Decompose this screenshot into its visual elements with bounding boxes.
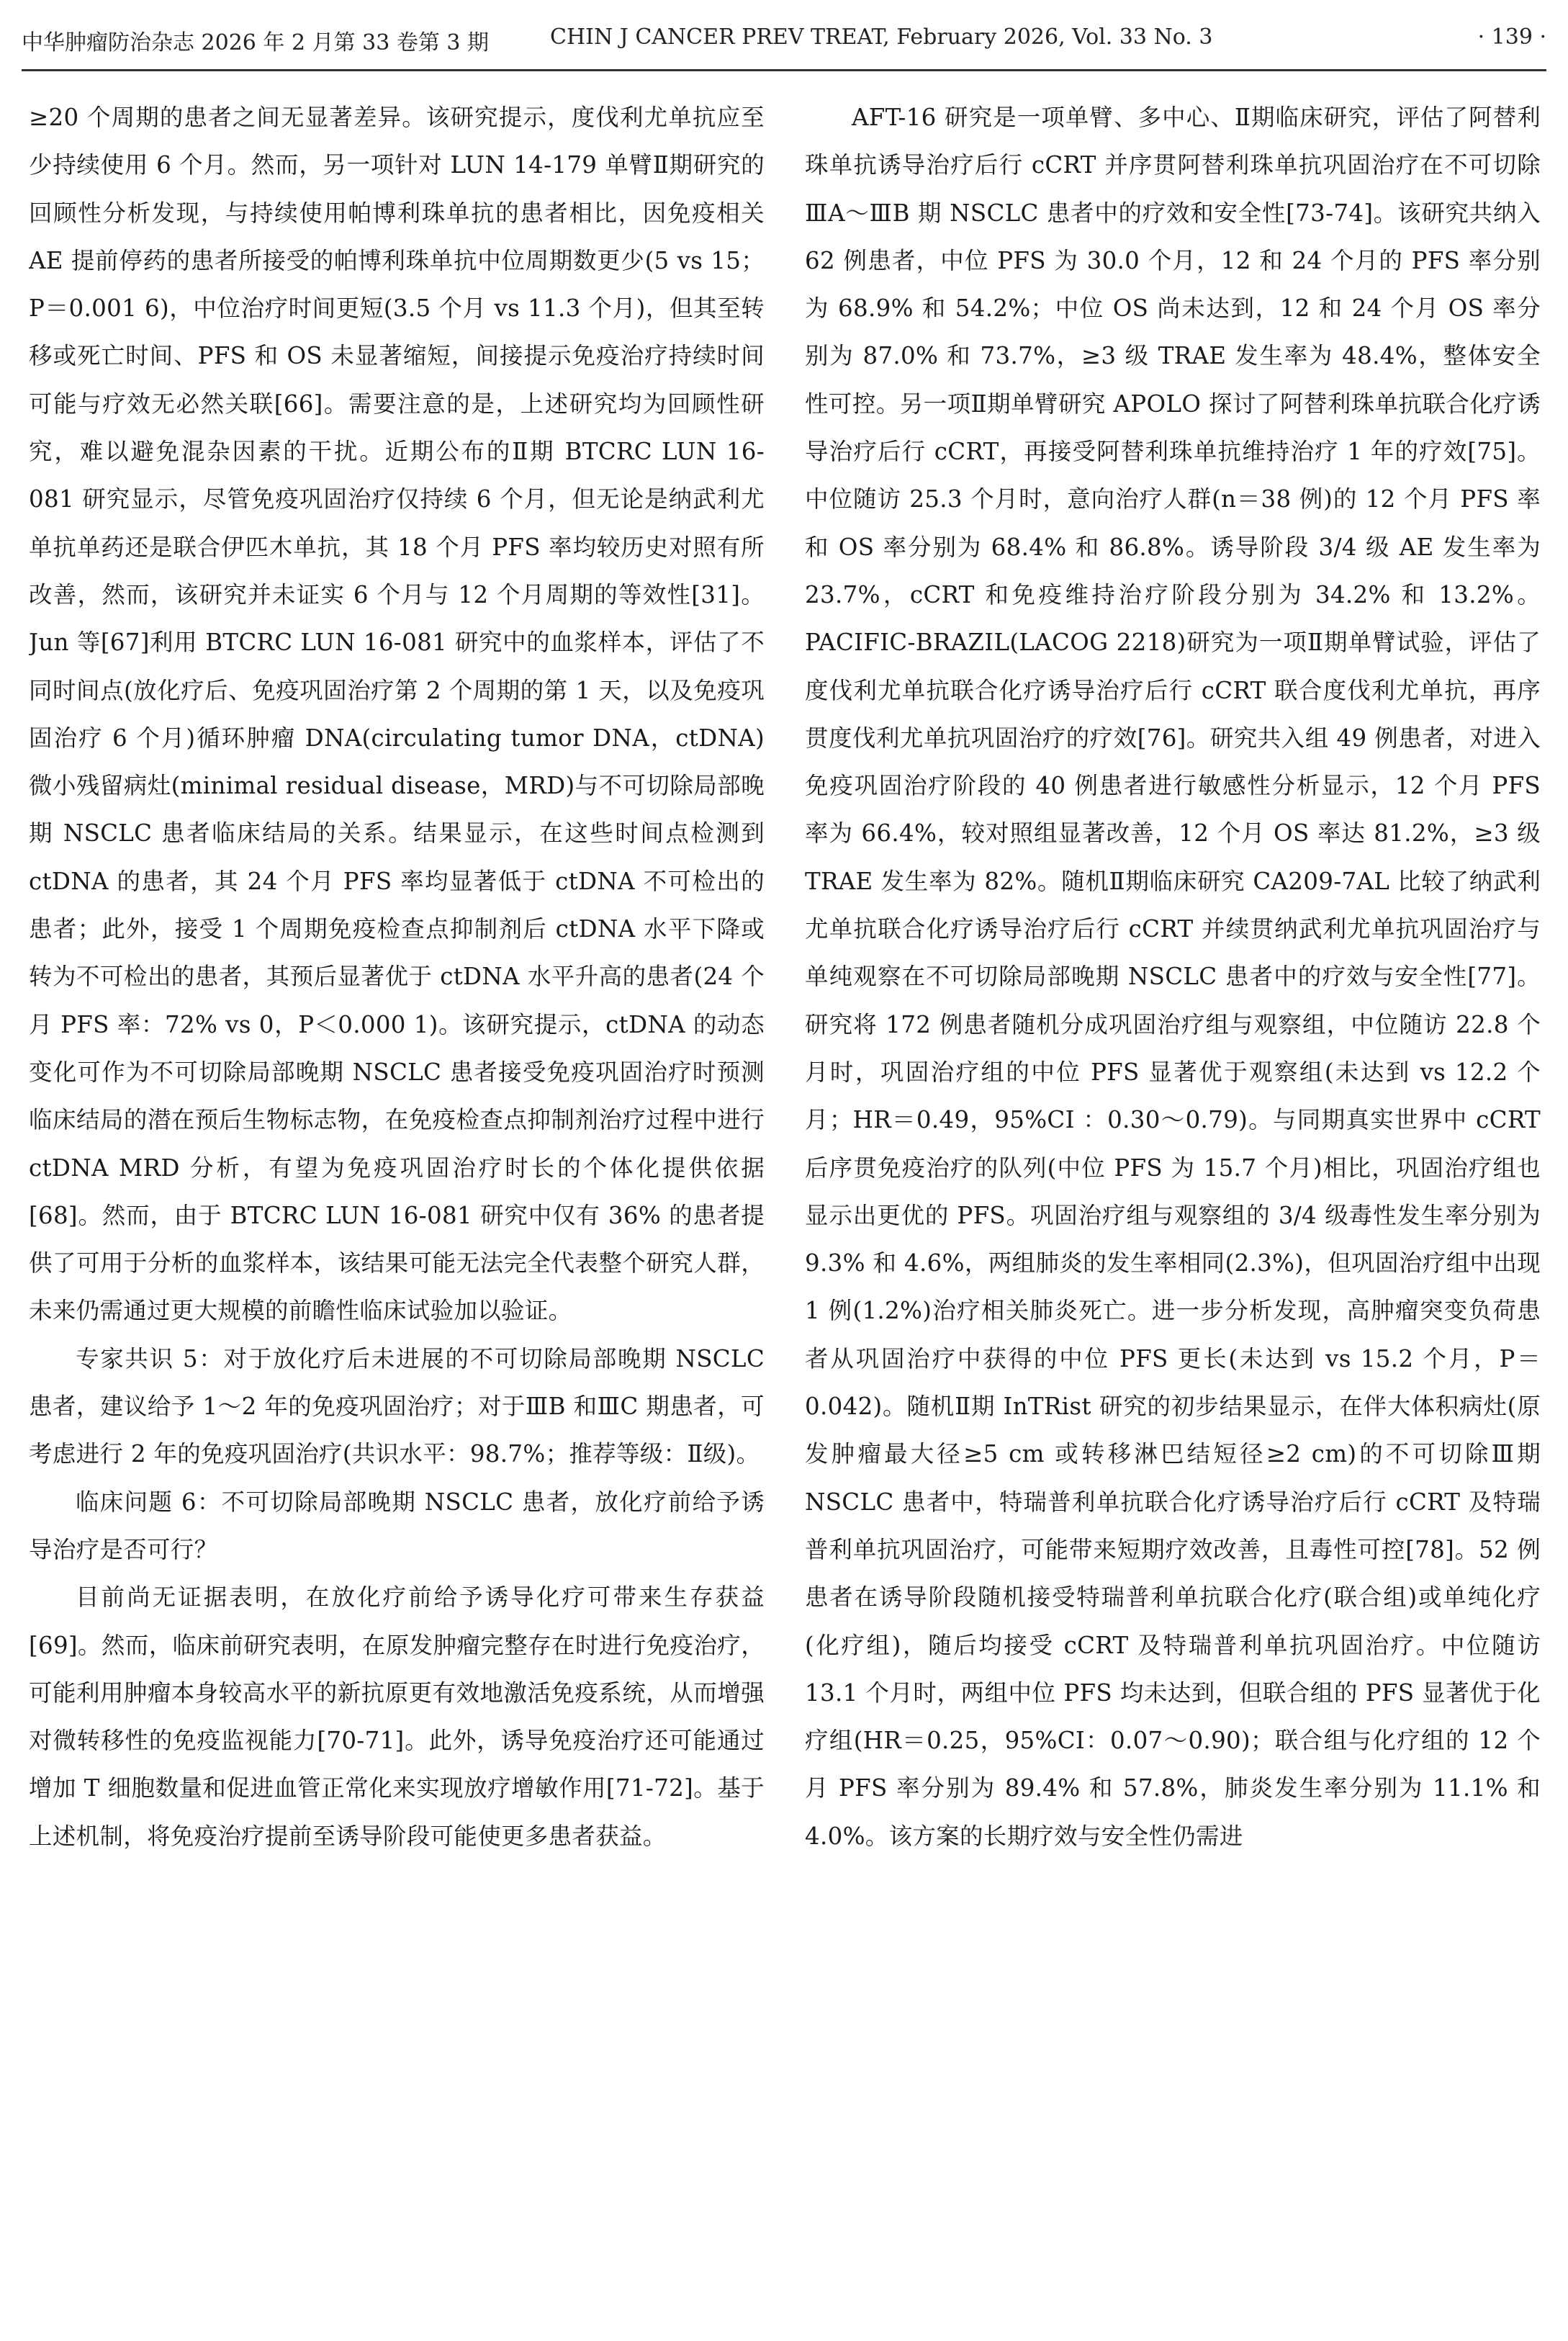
- paragraph: AFT-16 研究是一项单臂、多中心、Ⅱ期临床研究，评估了阿替利珠单抗诱导治疗后行 cCRT 并序贯阿替利珠单抗巩固治疗在不可切除ⅢA～ⅢB 期 NSCLC 患者中的疗效和安全性[73-74]。该研究共纳入 62 例患者，中位 PFS 为 30.0 个月，12 和 24 个月的 PFS 率分别为 68.9% 和 54.2%；中位 OS 尚未达到，12 和 24 个月 OS 率分别为 87.0% 和 73.7%，≥3 级 TRAE 发生率为 48.4%，整体安全性可控。另一项Ⅱ期单臂研究 APOLO 探讨了阿替利珠单抗联合化疗诱导治疗后行 cCRT，再接受阿替利珠单抗维持治疗 1 年的疗效[75]。中位随访 25.3 个月时，意向治疗人群(n＝38 例)的 12 个月 PFS 率和 OS 率分别为 68.4% 和 86.8%。诱导阶段 3/4 级 AE 发生率为 23.7%，cCRT 和免疫维持治疗阶段分别为 34.2% 和 13.2%。PACIFIC-BRAZIL(LACOG 2218)研究为一项Ⅱ期单臂试验，评估了度伐利尤单抗联合化疗诱导治疗后行 cCRT 联合度伐利尤单抗，再序贯度伐利尤单抗巩固治疗的疗效[76]。研究共入组 49 例患者，对进入免疫巩固治疗阶段的 40 例患者进行敏感性分析显示，12 个月 PFS 率为 66.4%，较对照组显著改善，12 个月 OS 率达 81.2%，≥3 级 TRAE 发生率为 82%。随机Ⅱ期临床研究 CA209-7AL 比较了纳武利尤单抗联合化疗诱导治疗后行 cCRT 并续贯纳武利尤单抗巩固治疗与单纯观察在不可切除局部晚期 NSCLC 患者中的疗效与安全性[77]。研究将 172 例患者随机分成巩固治疗组与观察组，中位随访 22.8 个月时，巩固治疗组的中位 PFS 显著优于观察组(未达到 vs 12.2 个月；HR＝0.49，95%CI ：0.30～0.79)。与同期真实世界中 cCRT 后序贯免疫治疗的队列(中位 PFS 为 15.7 个月)相比，巩固治疗组也显示出更优的 PFS。巩固治疗组与观察组的 3/4 级毒性发生率分别为 9.3% 和 4.6%，两组肺炎的发生率相同(2.3%)，但巩固治疗组中出现 1 例(1.2%)治疗相关肺炎死亡。进一步分析发现，高肿瘤突变负荷患者从巩固治疗中获得的中位 PFS 更长(未达到 vs 15.2 个月，P＝0.042)。随机Ⅱ期 InTRist 研究的初步结果显示，在伴大体积病灶(原发肿瘤最大径≥5 cm 或转移淋巴结短径≥2 cm)的不可切除Ⅲ期 NSCLC 患者中，特瑞普利单抗联合化疗诱导治疗后行 cCRT 及特瑞普利单抗巩固治疗，可能带来短期疗效改善，且毒性可控[78]。52 例患者在诱导阶段随机接受特瑞普利单抗联合化疗(联合组)或单纯化疗(化疗组)，随后均接受 cCRT 及特瑞普利单抗巩固治疗。中位随访 13.1 个月时，两组中位 PFS 均未达到，但联合组的 PFS 显著优于化疗组(HR＝0.25，95%CI：0.07～0.90)；联合组与化疗组的 12 个月 PFS 率分别为 89.4% 和 57.8%，肺炎发生率分别为 11.1% 和 4.0%。该方案的长期疗效与安全性仍需进: [805, 104, 1541, 1850]
- journal-title-en: CHIN J CANCER PREV TREAT, February 2026, Vol. 33 No. 3: [550, 24, 1213, 50]
- clinical-question-6: 临床问题 6：不可切除局部晚期 NSCLC 患者，放化疗前给予诱导治疗是否可行？: [29, 1488, 765, 1563]
- running-header: [22, 24, 1546, 62]
- right-column: [805, 94, 1541, 2326]
- paragraph: 目前尚无证据表明，在放化疗前给予诱导化疗可带来生存获益[69]。然而，临床前研究表明，在原发肿瘤完整存在时进行免疫治疗，可能利用肿瘤本身较高水平的新抗原更有效地激活免疫系统，从而增强对微转移性的免疫监视能力[70-71]。此外，诱导免疫治疗还可能通过增加 T 细胞数量和促进血管正常化来实现放疗增敏作用[71-72]。基于上述机制，将免疫治疗提前至诱导阶段可能使更多患者获益。: [29, 1583, 765, 1850]
- expert-consensus-5: 专家共识 5：对于放化疗后未进展的不可切除局部晚期 NSCLC 患者，建议给予 1～2 年的免疫巩固治疗；对于ⅢB 和ⅢC 期患者，可考虑进行 2 年的免疫巩固治疗(共识水平：98.7%；推荐等级：Ⅱ级)。: [29, 1344, 765, 1468]
- left-column: [29, 94, 765, 2326]
- paragraph: ≥20 个周期的患者之间无显著差异。该研究提示，度伐利尤单抗应至少持续使用 6 个月。然而，另一项针对 LUN 14-179 单臂Ⅱ期研究的回顾性分析发现，与持续使用帕博利珠单抗的患者相比，因免疫相关 AE 提前停药的患者所接受的帕博利珠单抗中位周期数更少(5 vs 15；P＝0.001 6)，中位治疗时间更短(3.5 个月 vs 11.3 个月)，但其至转移或死亡时间、PFS 和 OS 未显著缩短，间接提示免疫治疗持续时间可能与疗效无必然关联[66]。需要注意的是，上述研究均为回顾性研究，难以避免混杂因素的干扰。近期公布的Ⅱ期 BTCRC LUN 16-081 研究显示，尽管免疫巩固治疗仅持续 6 个月，但无论是纳武利尤单抗单药还是联合伊匹木单抗，其 18 个月 PFS 率均较历史对照有所改善，然而，该研究并未证实 6 个月与 12 个月周期的等效性[31]。Jun 等[67]利用 BTCRC LUN 16-081 研究中的血浆样本，评估了不同时间点(放化疗后、免疫巩固治疗第 2 个周期的第 1 天，以及免疫巩固治疗 6 个月)循环肿瘤 DNA(circulating tumor DNA，ctDNA)微小残留病灶(minimal residual disease，MRD)与不可切除局部晚期 NSCLC 患者临床结局的关系。结果显示，在这些时间点检测到 ctDNA 的患者，其 24 个月 PFS 率均显著低于 ctDNA 不可检出的患者；此外，接受 1 个周期免疫检查点抑制剂后 ctDNA 水平下降或转为不可检出的患者，其预后显著优于 ctDNA 水平升高的患者(24 个月 PFS 率：72% vs 0，P＜0.000 1)。该研究提示，ctDNA 的动态变化可作为不可切除局部晚期 NSCLC 患者接受免疫巩固治疗时预测临床结局的潜在预后生物标志物，在免疫检查点抑制剂治疗过程中进行 ctDNA MRD 分析，有望为免疫巩固治疗时长的个体化提供依据[68]。然而，由于 BTCRC LUN 16-081 研究中仅有 36% 的患者提供了可用于分析的血浆样本，该结果可能无法完全代表整个研究人群，未来仍需通过更大规模的前瞻性临床试验加以验证。: [29, 104, 765, 1325]
- page-number: · 139 ·: [1477, 24, 1546, 50]
- header-rule: [22, 69, 1546, 71]
- journal-title-cn: 中华肿瘤防治杂志 2026 年 2 月第 33 卷第 3 期: [22, 30, 489, 55]
